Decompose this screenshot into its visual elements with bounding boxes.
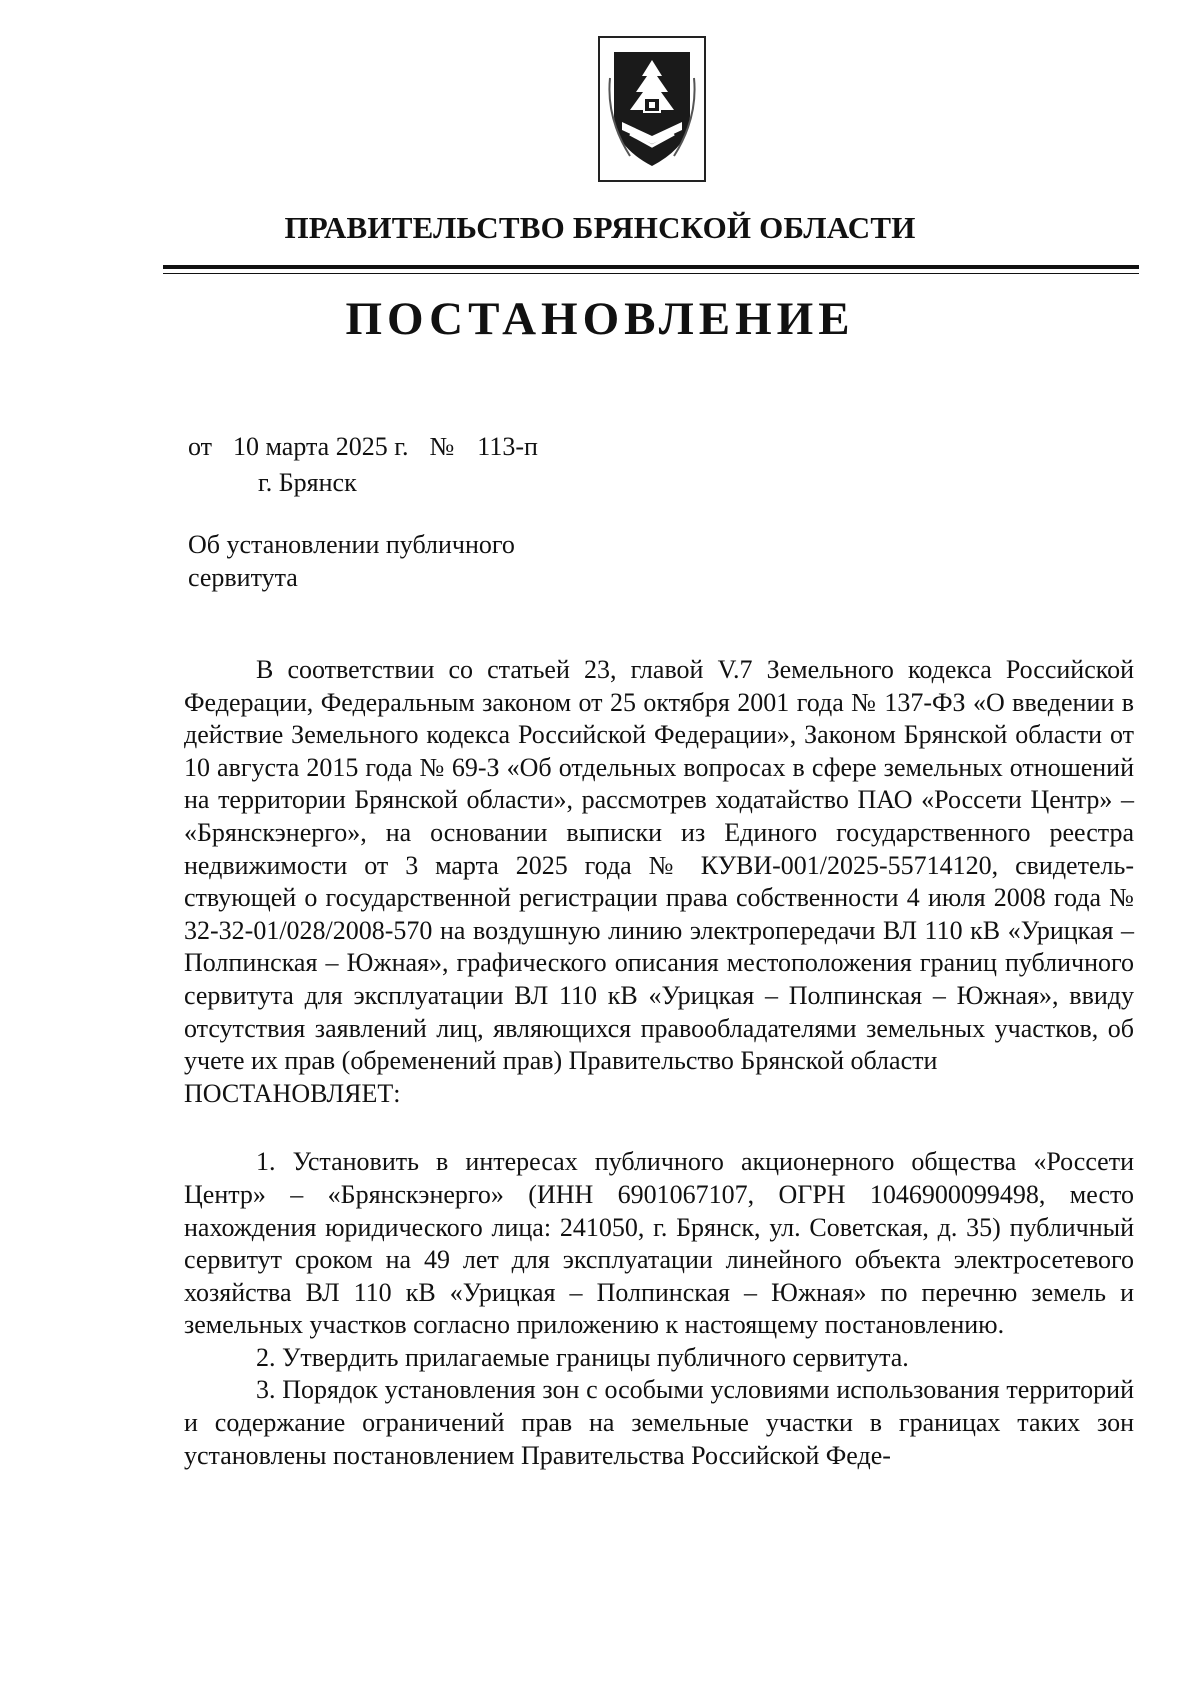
- preamble-paragraph: В соответствии со статьей 23, главой V.7 Земельного кодекса Российской Федерации, Федеральным законом от 25 октября 2001 года № 137-ФЗ «О введении в действие Земельного кодекса Российской Федерации», Законом Брянской области от 10 августа 2015 года № 69-З «Об отдельных вопросах в сфере земельных отношений на территории Брянской области», рассмотрев ходатайство ПАО «Россети Центр» – «Брянскэнерго», на основании выписки из Единого государственного реестра недвижимости от 3 марта 2025 года № КУВИ-001/2025-55714120, свидетель-ствующей о государственной регистрации права собственности 4 июля 2008 года № 32-32-01/028/2008-570 на воздушную линию электропередачи ВЛ 110 кВ «Урицкая – Полпинская – Южная», графического описания местоположения границ публичного сервитута для эксплуатации ВЛ 110 кВ «Урицкая – Полпинская – Южная», ввиду отсутствия заявлений лиц, являющихся правообладателями земельных участков, об учете их прав (обременений прав) Правительство Брянской области: [184, 655, 1134, 1076]
- document-number: 113-п: [477, 432, 538, 461]
- resolves-heading: ПОСТАНОВЛЯЕТ:: [184, 1078, 401, 1108]
- document-date: 10 марта 2025 г.: [233, 432, 409, 461]
- list-item: 1. Установить в интересах публичного акционерного общества «Россети Центр» – «Брянскэнерго» (ИНН 6901067107, ОГРН 1046900099498, место нахождения юридического лица: 241050, г. Брянск, ул. Советская, д. 35) публичный сервитут сроком на 49 лет для эксплуатации линейного объекта электросетевого хозяйства ВЛ 110 кВ «Урицкая – Полпинская – Южная» по перечню земель и земельных участков согласно приложению к настоящему постановлению.: [184, 1147, 1134, 1340]
- document-type-title: ПОСТАНОВЛЕНИЕ: [345, 293, 855, 345]
- header-rule-thick: [163, 265, 1139, 269]
- number-label: №: [429, 432, 455, 461]
- list-item: 2. Утвердить прилагаемые границы публичного сервитута.: [256, 1342, 909, 1372]
- document-date-number: [188, 432, 538, 462]
- government-name: ПРАВИТЕЛЬСТВО БРЯНСКОЙ ОБЛАСТИ: [284, 210, 916, 245]
- coat-of-arms: [598, 36, 706, 182]
- header-rule-thin: [163, 273, 1139, 274]
- paragraph-gap: [184, 1110, 1134, 1146]
- document-body: [184, 654, 1134, 1472]
- bryansk-coat-of-arms-icon: [600, 38, 704, 180]
- from-label: от: [188, 432, 213, 461]
- document-city: г. Брянск: [258, 468, 357, 497]
- document-subject: Об установлении публичного сервитута: [188, 530, 515, 592]
- list-item: 3. Порядок установления зон с особыми условиями использования территорий и содержание ограничений прав на земельные участки в границах таких зон установлены постановлением Правительства Российской Феде-: [184, 1375, 1134, 1470]
